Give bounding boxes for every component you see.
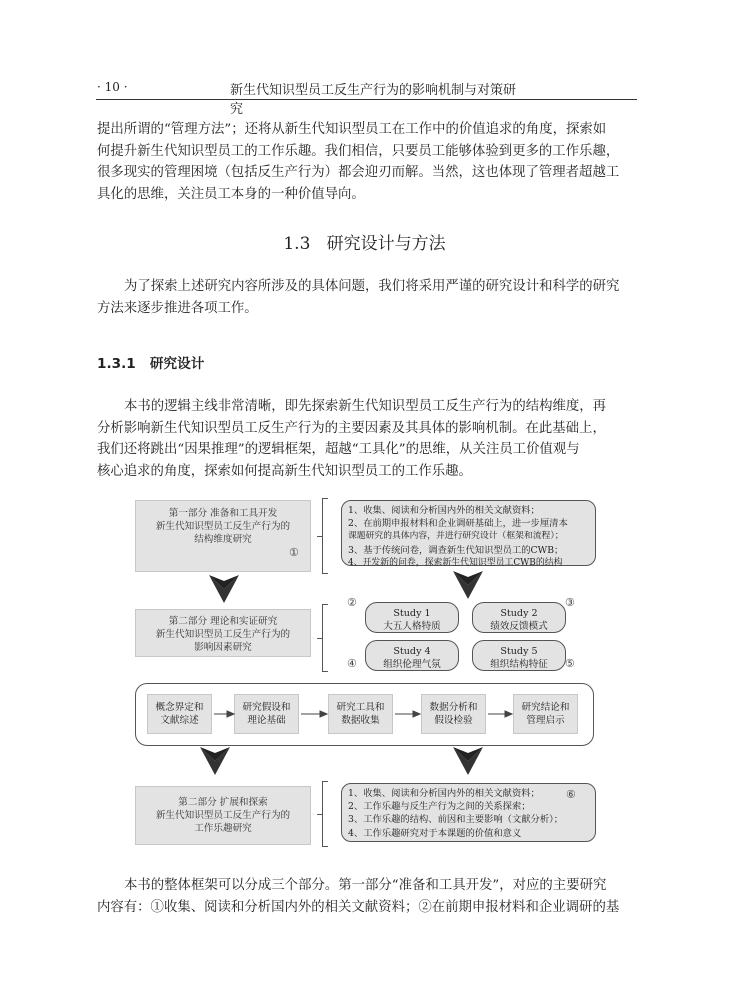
study-topic: 组织结构特征 xyxy=(490,659,548,670)
part1-line: 第一部分 准备和工具开发 xyxy=(168,508,278,519)
part2-line: 第二部分 理论和实证研究 xyxy=(168,616,278,627)
text-line: 提出所谓的“管理方法”；还将从新生代知识型员工在工作中的价值追求的角度，探索如 xyxy=(97,122,607,137)
down-arrow-icon xyxy=(200,745,230,779)
part2-line: 新生代知识型员工反生产行为的 xyxy=(155,629,291,640)
list-item: 课题研究的具体内容，并进行研究设计（框架和流程）； xyxy=(348,531,564,542)
part1-line: 新生代知识型员工反生产行为的 xyxy=(155,521,291,532)
part3-task-list xyxy=(341,783,596,842)
header-rule xyxy=(96,99,637,100)
text-line: 方法来逐步推进各项工作。 xyxy=(97,300,258,316)
bracket xyxy=(322,781,323,847)
step-line: 概念界定和 xyxy=(155,702,204,713)
part1-task-list xyxy=(341,500,596,566)
step-line: 文献综述 xyxy=(160,715,199,726)
text-line: 我们还将跳出“因果推理”的逻辑框架，超越“工具化”的思维，从关注员工价值观与 xyxy=(97,442,580,457)
closing-paragraph xyxy=(97,875,637,918)
section-paragraph xyxy=(97,276,637,319)
study-topic: 组织伦理气氛 xyxy=(383,659,441,670)
text-line: 本书的整体框架可以分成三个部分。第一部分“准备和工具开发”，对应的主要研究 xyxy=(124,878,607,893)
subsection-number: 1.3.1 xyxy=(97,356,136,372)
design-paragraph xyxy=(97,396,637,482)
list-item: 1、收集、阅读和分析国内外的相关文献资料； xyxy=(348,505,540,516)
list-item: 2、工作乐趣与反生产行为之间的关系探索； xyxy=(348,801,531,813)
subsection-title: 研究设计 xyxy=(149,356,205,372)
study-2-box xyxy=(472,602,566,633)
study-topic: 大五人格特质 xyxy=(383,621,441,632)
step-line: 假设检验 xyxy=(434,715,473,726)
list-item: 2、在前期申报材料和企业调研基础上，进一步厘清本 xyxy=(348,518,568,530)
text-line: 何提升新生代知识型员工的工作乐趣。我们相信，只要员工能够体验到更多的工作乐趣， xyxy=(97,143,620,159)
subsection-heading xyxy=(97,352,204,372)
part1-box xyxy=(135,500,311,572)
step-line: 研究假设和 xyxy=(242,702,291,713)
text-line: 分析影响新生代知识型员工反生产行为的主要因素及其具体的影响机制。在此基础上， xyxy=(97,420,606,436)
bracket xyxy=(322,604,323,672)
down-arrow-icon xyxy=(453,745,483,779)
list-item: 4、开发新的问卷，探索新生代知识型员工CWB的结构 xyxy=(348,557,563,568)
marker-3: ③ xyxy=(565,596,575,609)
list-item: 3、工作乐趣的结构、前因和主要影响（文献分析）； xyxy=(348,814,564,826)
text-line: 内容有：①收集、阅读和分析国内外的相关文献资料；②在前期申报材料和企业调研的基 xyxy=(97,899,620,915)
part3-line: 新生代知识型员工反生产行为的 xyxy=(155,810,291,821)
study-1-box xyxy=(365,602,459,633)
intro-paragraph xyxy=(97,119,637,205)
section-title: 研究设计与方法 xyxy=(326,234,446,254)
bracket xyxy=(322,498,323,574)
text-line: 核心追求的角度，探索如何提高新生代知识型员工的工作乐趣。 xyxy=(97,463,472,479)
part3-line: 第二部分 扩展和探索 xyxy=(178,797,268,808)
step-line: 数据分析和 xyxy=(429,702,478,713)
marker-4: ④ xyxy=(347,657,357,670)
page-number: · 10 · xyxy=(97,80,128,94)
study-name: Study 5 xyxy=(500,646,538,657)
study-4-box xyxy=(365,640,459,671)
step-line: 研究工具和 xyxy=(336,702,385,713)
list-item: 1、收集、阅读和分析国内外的相关文献资料； xyxy=(348,788,540,799)
text-line: 具化的思维，关注员工本身的一种价值导向。 xyxy=(97,186,365,202)
text-line: 很多现实的管理困境（包括反生产行为）都会迎刃而解。当然，这也体现了管理者超越工 xyxy=(97,165,620,180)
marker-6: ⑥ xyxy=(566,788,576,801)
process-arrows xyxy=(135,683,594,746)
study-topic: 绩效反馈模式 xyxy=(490,621,548,632)
step-line: 管理启示 xyxy=(526,715,565,726)
study-name: Study 1 xyxy=(393,608,431,619)
down-arrow-icon xyxy=(209,573,239,607)
marker-5: ⑤ xyxy=(565,657,575,670)
part1-line: 结构维度研究 xyxy=(194,534,252,545)
running-title: 新生代知识型员工反生产行为的影响机制与对策研究 xyxy=(230,83,517,117)
part2-box xyxy=(135,609,311,657)
list-item: 3、基于传统问卷，调查新生代知识型员工的CWB； xyxy=(348,544,564,556)
part3-box xyxy=(135,786,311,845)
list-item: 4、工作乐趣研究对于本课题的价值和意义 xyxy=(348,827,522,839)
part3-line: 工作乐趣研究 xyxy=(194,823,252,834)
section-heading xyxy=(0,229,729,254)
study-5-box xyxy=(472,640,566,671)
marker-1: ① xyxy=(289,546,299,559)
text-line: 本书的逻辑主线非常清晰，即先探索新生代知识型员工反生产行为的结构维度，再 xyxy=(124,399,607,414)
step-line: 研究结论和 xyxy=(521,702,570,713)
marker-2: ② xyxy=(347,596,357,609)
down-arrow-icon xyxy=(453,569,483,603)
section-number: 1.3 xyxy=(283,234,311,254)
study-name: Study 4 xyxy=(393,646,431,657)
step-line: 数据收集 xyxy=(341,715,380,726)
part2-line: 影响因素研究 xyxy=(194,642,252,653)
step-line: 理论基础 xyxy=(247,715,286,726)
study-name: Study 2 xyxy=(500,608,538,619)
text-line: 为了探索上述研究内容所涉及的具体问题，我们将采用严谨的研究设计和科学的研究 xyxy=(124,279,620,294)
